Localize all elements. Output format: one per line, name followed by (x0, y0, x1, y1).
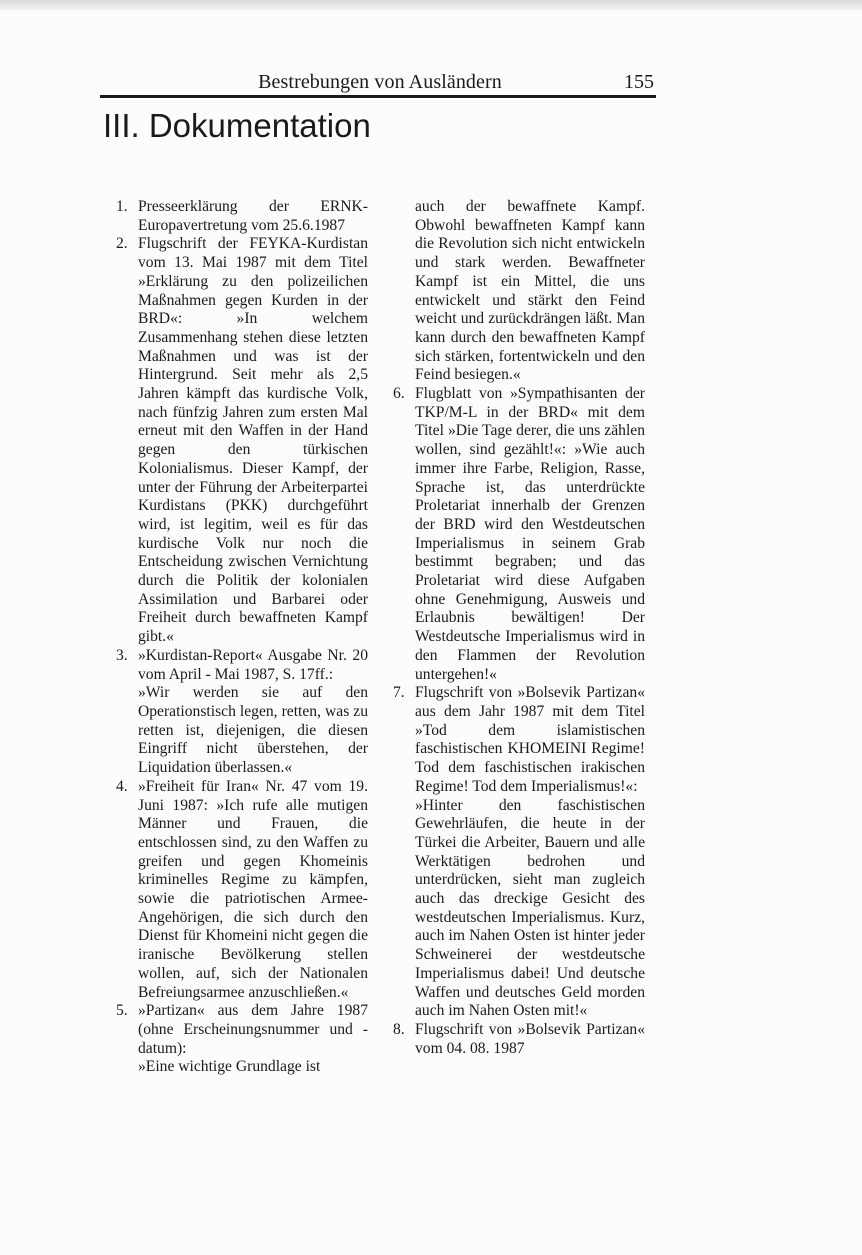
list-item (116, 647, 368, 778)
item-paragraph: »Wir werden sie auf den Operationstisch legen, retten, was zu retten ist, diejenigen, die diesen Eingriff nicht überstehen, der Liquidation überlassen.« (138, 684, 368, 777)
section-heading: III. Dokumentation (103, 107, 371, 144)
list-item (393, 1021, 645, 1058)
document-list-right (393, 385, 645, 1058)
page-number: 155 (624, 71, 654, 93)
item-paragraph: Flugblatt von »Sympathisanten der TKP/M-L in der BRD« mit dem Titel »Die Tage derer, die uns zählen wollen, sind gezählt!«: »Wie auch immer ihre Farbe, Religion, Rasse, Sprache ist, das unterdrückte Proletariat innerhalb der Grenzen der BRD wird den Westdeutschen Imperialismus in seinem Grab bestimmt begraben; und das Proletariat wird diese Aufgaben ohne Genehmigung, Ausweis und Erlaubnis bewältigen! Der Westdeutsche Imperialismus wird in den Flammen der Revolution untergehen!« (415, 385, 645, 683)
item-paragraph: »Kurdistan-Report« Ausgabe Nr. 20 vom April - Mai 1987, S. 17ff.: (138, 646, 368, 683)
item-paragraph: »Freiheit für Iran« Nr. 47 vom 19. Juni 1987: »Ich rufe alle mutigen Männer und Frauen, die entschlossen sind, zu den Waffen zu greifen und gegen Khomeinis kriminelles Regime zu kämpfen, sowie die patriotischen Armee-Angehörigen, die sich durch den Dienst für Khomeini nicht gegen die iranische Bevölkerung stellen wollen, auf, sich der Nationalen Befreiungsarmee anzuschließen.« (138, 777, 368, 1001)
item-paragraph: »Hinter den faschistischen Gewehrläufen, die heute in der Türkei die Arbeiter, Bauern und alle Werktätigen bedrohen und unterdrücken, sieht man zugleich auch das dreckige Gesicht des westdeutschen Imperialismus. Kurz, auch im Nahen Osten ist hinter jeder Schweinerei der westdeutsche Imperialismus dabei! Und deutsche Waffen und deutsches Geld morden auch im Nahen Osten mit!« (415, 796, 645, 1020)
item-number: 3. (116, 646, 128, 664)
right-column (393, 198, 645, 1058)
item-number: 4. (116, 777, 128, 795)
continuation-text (393, 198, 645, 385)
item-paragraph: »Eine wichtige Grundlage ist (138, 1058, 321, 1076)
item-number: 2. (116, 235, 128, 253)
item-number: 5. (116, 1002, 128, 1020)
item-paragraph: »Partizan« aus dem Jahre 1987 (ohne Erscheinungsnummer und -datum): (138, 1002, 368, 1057)
item-number: 6. (393, 385, 405, 403)
scan-edge (0, 0, 862, 10)
list-item (393, 385, 645, 684)
document-list-left (116, 198, 368, 1077)
running-title: Bestrebungen von Ausländern (258, 71, 502, 93)
list-item (116, 198, 368, 235)
continuation-paragraph: auch der bewaffnete Kampf. Obwohl bewaffneten Kampf kann die Revolution sich nicht entwickeln und stark werden. Bewaffneter Kampf ist ein Mittel, die uns entwickelt und stärkt den Feind weicht und zurückdrängen läßt. Man kann durch den bewaffneten Kampf sich stärken, fortentwickeln und den Feind besiegen.« (415, 198, 645, 384)
item-number: 7. (393, 684, 405, 702)
header-rule (100, 95, 656, 98)
list-item (116, 778, 368, 1002)
item-paragraph: Flugschrift von »Bolsevik Partizan« aus dem Jahr 1987 mit dem Titel »Tod dem islamistischen faschistischen KHOMEINI Regime! Tod dem faschistischen irakischen Regime! Tod dem Imperialismus!«: (415, 684, 645, 795)
list-item (116, 235, 368, 646)
item-paragraph: Flugschrift von »Bolsevik Partizan« vom 04. 08. 1987 (415, 1020, 645, 1057)
running-head (100, 70, 660, 96)
item-paragraph: Presseerklärung der ERNK-Europavertretung vom 25.6.1987 (138, 198, 368, 234)
list-item (116, 1002, 368, 1077)
left-column (116, 198, 368, 1077)
item-number: 8. (393, 1020, 405, 1038)
item-number: 1. (116, 198, 128, 215)
list-item (393, 684, 645, 1021)
item-paragraph: Flugschrift der FEYKA-Kurdistan vom 13. Mai 1987 mit dem Titel »Erklärung zu den polizeilichen Maßnahmen gegen Kurden in der BRD«: »In welchem Zusammenhang stehen diese letzten Maßnahmen und was ist der Hintergrund. Seit mehr als 2,5 Jahren kämpft das kurdische Volk, nach fünfzig Jahren zum ersten Mal erneut mit den Waffen in der Hand gegen den türkischen Kolonialismus. Dieser Kampf, der unter der Führung der Arbeiterpartei Kurdistans (PKK) durchgeführt wird, ist legitim, weil es für das kurdische Volk nur noch die Entscheidung zwischen Vernichtung durch die Politik der kolonialen Assimilation und Barbarei oder Freiheit durch bewaffneten Kampf gibt.« (138, 235, 368, 646)
